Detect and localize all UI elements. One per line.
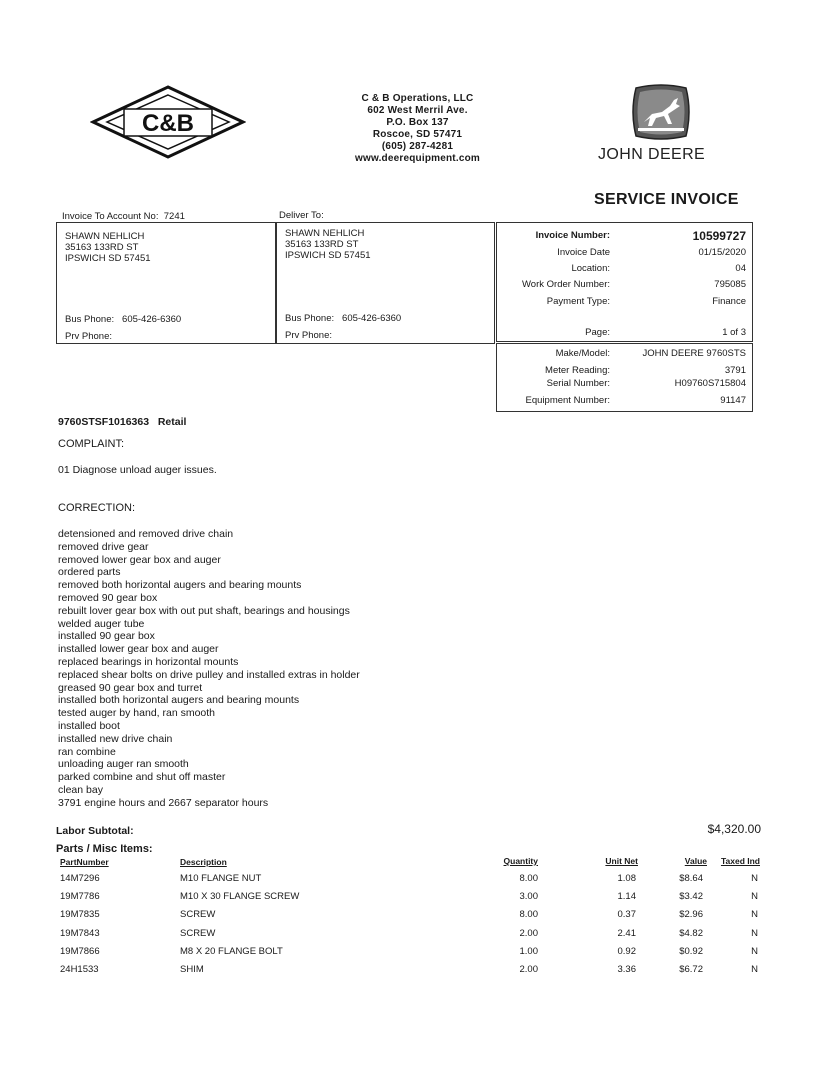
deliver-to-label: Deliver To: xyxy=(279,210,324,221)
company-city: Roscoe, SD 57471 xyxy=(372,129,463,140)
unit-net-cell: 1.14 xyxy=(617,891,636,903)
correction-line: removed lower gear box and auger xyxy=(58,553,221,566)
work-order-value: 795085 xyxy=(714,279,746,290)
job-number: 9760STSF1016363 xyxy=(58,416,150,428)
invoice-date-label: Invoice Date xyxy=(557,247,610,258)
description-cell: SHIM xyxy=(180,964,204,975)
john-deere-deer-icon xyxy=(628,84,694,140)
equipment-label: Equipment Number: xyxy=(525,395,610,406)
value-cell: $2.96 xyxy=(679,909,703,921)
deliver-to-bus-phone xyxy=(285,313,401,324)
correction-line: clean bay xyxy=(58,783,103,796)
taxed-ind-cell: N xyxy=(751,909,758,921)
correction-line: installed new drive chain xyxy=(58,732,173,745)
correction-line: installed both horizontal augers and bearing mounts xyxy=(58,694,300,707)
correction-line: ordered parts xyxy=(58,566,121,579)
deliver-to-city: IPSWICH SD 57451 xyxy=(285,250,371,261)
make-model-value: JOHN DEERE 9760STS xyxy=(642,348,746,359)
correction-list xyxy=(58,528,360,810)
value-cell: $3.42 xyxy=(679,891,703,903)
parts-label: Parts / Misc Items: xyxy=(56,843,153,855)
quantity-cell: 2.00 xyxy=(519,927,538,939)
invoice-number-value: 10599727 xyxy=(692,229,746,243)
machine-info-box xyxy=(496,343,753,412)
quantity-cell: 8.00 xyxy=(519,909,538,921)
correction-line: removed 90 gear box xyxy=(58,591,158,604)
complaint-text: 01 Diagnose unload auger issues. xyxy=(58,464,217,476)
invoice-to-label xyxy=(62,211,185,222)
location-value: 04 xyxy=(735,263,746,274)
bus-phone-label: Bus Phone: xyxy=(65,314,115,325)
job-type: Retail xyxy=(157,416,187,428)
quantity-cell: 3.00 xyxy=(519,891,538,903)
company-website: www.deerequipment.com xyxy=(355,153,480,164)
correction-line: ran combine xyxy=(58,745,116,758)
correction-line: replaced bearings in horizontal mounts xyxy=(58,655,239,668)
unit-net-cell: 0.37 xyxy=(617,909,636,921)
col-quantity: Quantity xyxy=(503,856,538,866)
correction-line: greased 90 gear box and turret xyxy=(58,681,203,694)
table-row xyxy=(0,909,828,927)
description-cell: M8 X 20 FLANGE BOLT xyxy=(180,945,283,957)
col-description: Description xyxy=(180,857,227,867)
invoice-number-label: Invoice Number: xyxy=(535,230,610,241)
description-cell: M10 X 30 FLANGE SCREW xyxy=(180,891,300,903)
correction-label: CORRECTION: xyxy=(58,502,135,514)
deliver-to-address xyxy=(285,228,371,261)
company-street: 602 West Merril Ave. xyxy=(367,105,468,116)
part-number-cell: 19M7843 xyxy=(60,927,100,939)
taxed-ind-cell: N xyxy=(751,873,758,884)
description-cell: M10 FLANGE NUT xyxy=(180,873,262,884)
serial-value: H09760S715804 xyxy=(674,378,746,389)
location-label: Location: xyxy=(571,263,610,274)
invoice-to-bus-phone xyxy=(65,314,181,325)
meter-value: 3791 xyxy=(724,365,746,376)
taxed-ind-cell: N xyxy=(751,927,758,939)
cb-logo xyxy=(90,84,246,160)
invoice-to-street: 35163 133RD ST xyxy=(65,242,139,253)
table-row xyxy=(0,946,828,964)
taxed-ind-cell: N xyxy=(751,891,758,903)
make-model-label: Make/Model: xyxy=(555,348,610,359)
description-cell: SCREW xyxy=(180,909,216,921)
correction-line: 3791 engine hours and 2667 separator hours xyxy=(58,796,269,809)
bus-phone-value: 605-426-6360 xyxy=(122,314,182,325)
company-address xyxy=(330,93,505,165)
correction-line: removed both horizontal augers and bearing mounts xyxy=(58,579,302,592)
table-row xyxy=(0,928,828,946)
invoice-to-city: IPSWICH SD 57451 xyxy=(65,253,151,264)
taxed-ind-cell: N xyxy=(751,945,758,957)
payment-type-value: Finance xyxy=(712,296,746,307)
correction-line: installed lower gear box and auger xyxy=(58,643,219,656)
invoice-to-box xyxy=(56,222,276,344)
invoice-info-box xyxy=(496,222,753,342)
page-label: Page: xyxy=(585,327,610,338)
value-cell: $8.64 xyxy=(679,873,703,884)
page-value: 1 of 3 xyxy=(722,327,746,338)
account-number: 7241 xyxy=(163,211,185,222)
value-cell: $0.92 xyxy=(679,945,703,957)
part-number-cell: 19M7866 xyxy=(60,945,100,957)
unit-net-cell: 3.36 xyxy=(617,964,636,975)
deliver-to-prv-phone: Prv Phone: xyxy=(285,330,332,341)
invoice-to-prv-phone: Prv Phone: xyxy=(65,331,112,342)
correction-line: unloading auger ran smooth xyxy=(58,758,189,771)
invoice-to-name: SHAWN NEHLICH xyxy=(65,231,145,242)
parts-table-body xyxy=(0,873,828,993)
labor-subtotal-amount: $4,320.00 xyxy=(707,822,761,836)
deliver-to-name: SHAWN NEHLICH xyxy=(285,228,365,239)
quantity-cell: 1.00 xyxy=(519,945,538,957)
cb-logo-text: C&B xyxy=(142,110,194,137)
description-cell: SCREW xyxy=(180,927,216,939)
value-cell: $6.72 xyxy=(679,964,703,975)
correction-line: welded auger tube xyxy=(58,617,145,630)
value-cell: $4.82 xyxy=(679,927,703,939)
correction-line: tested auger by hand, ran smooth xyxy=(58,707,216,720)
deliver-to-street: 35163 133RD ST xyxy=(285,239,359,250)
table-row xyxy=(0,873,828,891)
taxed-ind-cell: N xyxy=(751,964,758,975)
quantity-cell: 2.00 xyxy=(519,964,538,975)
col-part-number: PartNumber xyxy=(60,857,109,867)
correction-line: parked combine and shut off master xyxy=(58,771,226,784)
company-po-box: P.O. Box 137 xyxy=(386,117,449,128)
meter-label: Meter Reading: xyxy=(545,365,610,376)
invoice-to-address xyxy=(65,231,151,264)
deliver-to-box xyxy=(276,222,495,344)
part-number-cell: 24H1533 xyxy=(60,964,99,975)
part-number-cell: 19M7786 xyxy=(60,891,100,903)
correction-line: installed boot xyxy=(58,719,120,732)
col-unit-net: Unit Net xyxy=(605,856,638,866)
unit-net-cell: 0.92 xyxy=(617,945,636,957)
serial-label: Serial Number: xyxy=(546,378,610,389)
quantity-cell: 8.00 xyxy=(519,873,538,884)
correction-line: rebuilt lover gear box with out put shaft, bearings and housings xyxy=(58,604,350,617)
table-row xyxy=(0,964,828,982)
col-taxed-ind: Taxed Ind xyxy=(720,856,760,866)
table-row xyxy=(0,891,828,909)
unit-net-cell: 1.08 xyxy=(617,873,636,884)
col-value: Value xyxy=(684,856,707,866)
part-number-cell: 19M7835 xyxy=(60,909,100,921)
part-number-cell: 14M7296 xyxy=(60,873,100,884)
payment-type-label: Payment Type: xyxy=(546,296,610,307)
correction-line: replaced shear bolts on drive pulley and installed extras in holder xyxy=(58,668,360,681)
unit-net-cell: 2.41 xyxy=(617,927,636,939)
deliver-bus-phone-label: Bus Phone: xyxy=(285,313,335,324)
invoice-date-value: 01/15/2020 xyxy=(698,247,746,258)
correction-line: installed 90 gear box xyxy=(58,630,155,643)
correction-line: detensioned and removed drive chain xyxy=(58,528,234,540)
equipment-value: 91147 xyxy=(720,395,746,406)
complaint-label: COMPLAINT: xyxy=(58,438,125,450)
page-title: SERVICE INVOICE xyxy=(594,191,739,208)
job-header xyxy=(58,416,186,428)
labor-subtotal-label: Labor Subtotal: xyxy=(56,825,134,837)
correction-line: removed drive gear xyxy=(58,540,149,553)
invoice-to-label-text: Invoice To Account No: xyxy=(62,211,159,222)
company-phone: (605) 287-4281 xyxy=(381,141,454,152)
john-deere-wordmark: JOHN DEERE xyxy=(598,146,706,163)
deliver-bus-phone-value: 605-426-6360 xyxy=(342,313,402,324)
work-order-label: Work Order Number: xyxy=(522,279,610,290)
company-name: C & B Operations, LLC xyxy=(361,93,474,104)
